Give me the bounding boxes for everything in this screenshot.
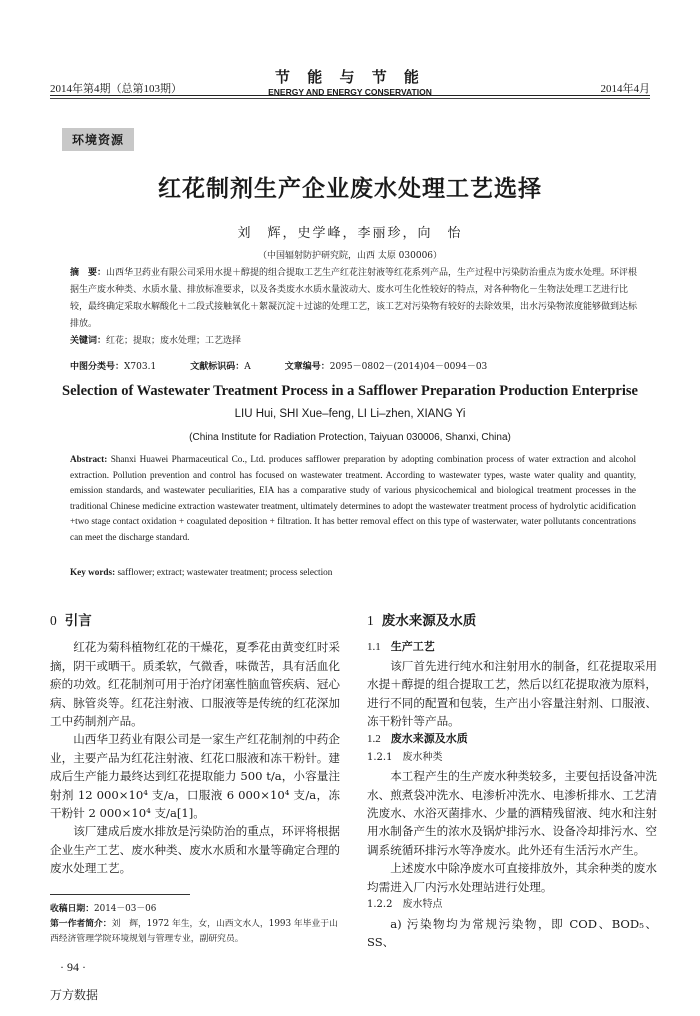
section-1-2-1-number: 1.2.1: [367, 751, 393, 763]
intro-paragraph-1: 红花为菊科植物红花的干燥花，夏季花由黄变红时采摘，阴干或晒干。质柔软，气微香，味微苦，具有活血化瘀的功效。红花制剂可用于治疗闭塞性脑血管疾病、冠心病、脉管炎等。红花注射液、口服液等是传统的红花深加工中药制剂产品。: [50, 640, 340, 729]
section-1-heading: [367, 612, 657, 630]
abstract-cn: [70, 265, 640, 350]
intro-paragraph-2: 山西华卫药业有限公司是一家生产红花制剂的中药企业，主要产品为红花注射液、红花口服液和冻干粉针。建成后生产能力最终达到红花提取能力 500 t/a，小容量注射剂 12 000×10⁴ 支/a，口服液 6 000×10⁴ 支/a，冻干粉针 2 000×10⁴ 支/a[1]。: [50, 732, 340, 821]
section-1-2-heading: [367, 730, 657, 748]
section-1-2-2-title: 废水特点: [402, 899, 443, 911]
section-1-1-number: 1.1: [367, 641, 381, 654]
wastewater-features-item-a: a) 污染物均为常规污染物，即 COD、BOD₅、SS、: [367, 916, 657, 949]
paper-title-en: Selection of Wastewater Treatment Process in a Safflower Preparation Production Enterprise: [62, 383, 638, 399]
section-tag: 环境资源: [62, 128, 134, 151]
journal-title-cn: 节 能 与 节 能: [275, 68, 425, 86]
keywords-cn-label: 关键词：: [70, 336, 107, 346]
affiliation-cn: （中国辐射防护研究院，山西 太原 030006）: [257, 251, 443, 261]
header-rule: [50, 95, 650, 96]
article-no-value: 2095－0802－(2014)04－0094－03: [329, 362, 488, 372]
section-1-2-1-title: 废水种类: [402, 751, 443, 763]
intro-paragraph-3: 该厂建成后废水排放是污染防治的重点，环评将根据企业生产工艺、废水种类、废水水质和水量等确定合理的废水处理工艺。: [50, 824, 340, 876]
author-bio: [50, 917, 342, 947]
doc-code-value: A: [244, 362, 251, 372]
wastewater-types-paragraph: 本工程产生的生产废水种类较多，主要包括设备冲洗水、煎煮袋冲洗水、电渗析冲洗水、电渗析排水、工艺清洗废水、水浴灭菌排水、少量的酒精残留液、纯水和注射用水制备产生的浓水及锅炉排污水、设备冷却排污水、空调系统循环排污水等净废水。此外还有生活污水产生。: [367, 769, 657, 857]
keywords-cn: [70, 333, 640, 350]
section-1-1-heading: [367, 638, 657, 656]
section-0-title: 引言: [64, 613, 92, 629]
process-paragraph: 该厂首先进行纯水和注射用水的制备，红花提取采用水提＋醇提的组合提取工艺，然后以红花提取液为原料，进行不同的配置和包装，生产出小容量注射剂、口服液、冻干粉针等产品。: [367, 658, 657, 729]
journal-title-en: ENERGY AND ENERGY CONSERVATION: [268, 87, 432, 97]
section-1-number: 1: [367, 613, 374, 628]
right-column: [367, 612, 657, 951]
page-number: · 94 ·: [60, 960, 86, 974]
author-bio-label: 第一作者简介：: [50, 919, 112, 929]
footnote-rule: [50, 894, 190, 895]
footnote: [50, 902, 342, 947]
section-1-1-title: 生产工艺: [390, 640, 435, 654]
abstract-en-text: Shanxi Huawei Pharmaceutical Co., Ltd. produces safflower preparation by adopting combination process of water extraction and alcohol extraction. Pollution prevention and control has focused on wastewater treatment. According to wastewater types, waste water quality and quantity, emission standards, and wastewater peculiarities, EIA has a comparative study of various physicochemical and biological treatment processes in the traditional Chinese medicine extraction wastewater treatment, ultimately determines to adopt the wastewater treatment process of hydrolytic acidification +two stage contact oxidation + coagulated deposition + filtration. It has better removal effect on this type of wasterwater, water pollutants concentrations can meet the discharge standard.: [70, 454, 636, 542]
author-bio-text: 刘 辉，1972 年生，女，山西文水人，1993 年毕业于山西经济管理学院环境规划与管理专业，副研究员。: [50, 919, 338, 944]
section-0-heading: [50, 612, 340, 630]
wastewater-treatment-paragraph: 上述废水中除净废水可直接排放外，其余种类的废水均需进入厂内污水处理站进行处理。: [367, 861, 657, 894]
keywords-en-text: safflower; extract; wastewater treatment; process selection: [117, 567, 333, 577]
received-value: 2014－03－06: [94, 904, 157, 914]
section-1-title: 废水来源及水质: [381, 613, 477, 629]
authors-en: LIU Hui, SHI Xue–feng, LI Li–zhen, XIANG Yi: [234, 408, 466, 420]
journal-masthead: [0, 66, 700, 97]
doc-code-label: 文献标识码：: [190, 362, 245, 372]
clc-value: X703.1: [124, 362, 157, 372]
authors-cn: 刘 辉，史学峰，李丽珍，向 怡: [237, 226, 463, 241]
abstract-cn-body: [70, 265, 640, 333]
keywords-en: [70, 567, 640, 577]
left-column: [50, 612, 340, 878]
keywords-en-label: Key words:: [70, 567, 116, 577]
clc-label: 中图分类号：: [70, 362, 125, 372]
abstract-en-label: Abstract:: [70, 454, 108, 464]
issue-date: 2014年4月: [600, 83, 650, 95]
section-1-2-2-number: 1.2.2: [367, 899, 393, 911]
source-watermark: 万方数据: [50, 988, 99, 1002]
section-1-2-1-heading: [367, 749, 657, 767]
affiliation-en: (China Institute for Radiation Protection, Taiyuan 030006, Shanxi, China): [189, 432, 511, 443]
abstract-en: [70, 452, 636, 546]
section-1-2-number: 1.2: [367, 733, 381, 746]
section-0-number: 0: [50, 613, 57, 628]
abstract-cn-label: 摘 要：: [70, 268, 107, 278]
received-date: [50, 902, 342, 917]
article-no-label: 文章编号：: [284, 362, 330, 372]
section-1-2-2-heading: [367, 896, 657, 914]
abstract-cn-text: 山西华卫药业有限公司采用水提＋醇提的组合提取工艺生产红花注射液等红花系列产品，生产过程中污染防治重点为废水处理。环评根据生产废水种类、水质水量、排放标准要求，以及各类废水水质水量波动大、废水可生化性较好的特点，对各种物化－生物法处理工艺进行比较，最终确定采取水解酸化＋二段式接触氧化＋絮凝沉淀＋过滤的处理工艺，该工艺对污染物有较好的去除效果，出水污染物浓度能够做到达标排放。: [70, 268, 638, 329]
header-rule-thin: [50, 98, 650, 99]
paper-title-cn: 红花制剂生产企业废水处理工艺选择: [158, 176, 542, 202]
keywords-cn-text: 红花；提取；废水处理；工艺选择: [106, 336, 242, 346]
section-1-2-title: 废水来源及水质: [390, 732, 468, 746]
received-label: 收稿日期：: [50, 904, 94, 914]
classification-row: [70, 359, 640, 372]
issue-info: 2014年第4期（总第103期）: [50, 83, 182, 95]
